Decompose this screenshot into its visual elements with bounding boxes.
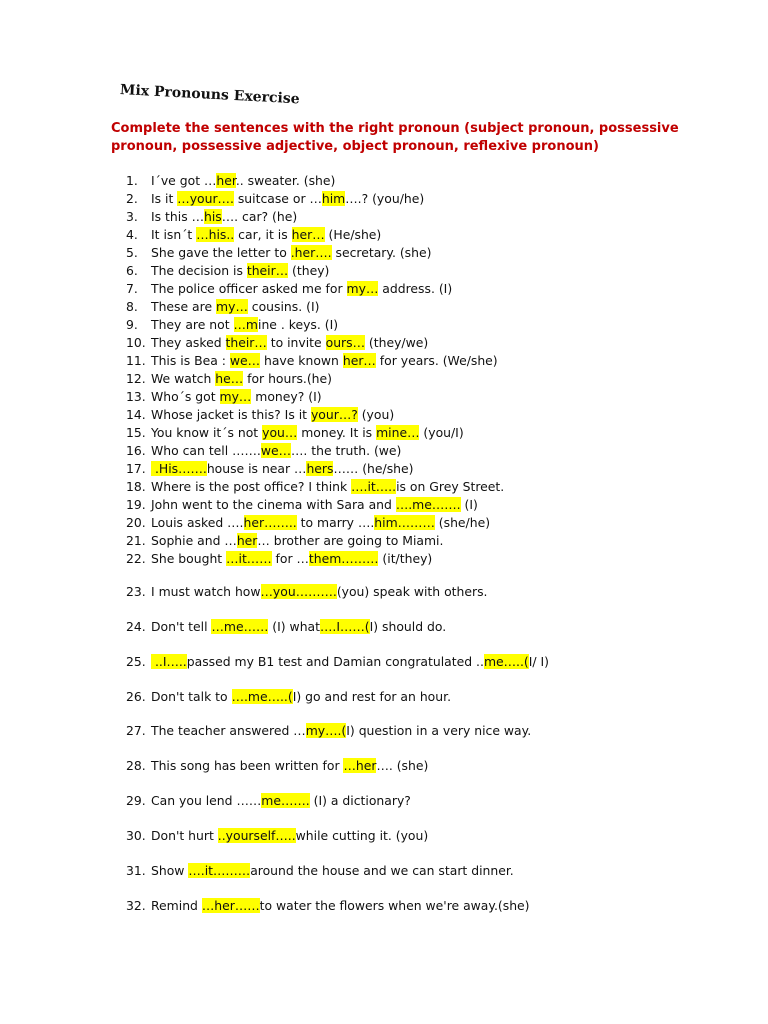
sentence-text: Don't talk to xyxy=(151,689,232,704)
sentence-text: .. sweater. (she) xyxy=(235,173,336,188)
sentence-text: Who´s got xyxy=(151,389,220,404)
item-number: 27. xyxy=(126,723,146,738)
answer-highlight: …your…. xyxy=(177,191,234,206)
sentence-text: …. (she) xyxy=(376,758,429,773)
item-number: 28. xyxy=(126,758,146,773)
item-number: 18. xyxy=(126,479,146,494)
sentence-text: Is this … xyxy=(151,209,204,224)
sentence-text: …. car? (he) xyxy=(221,209,298,224)
exercise-item xyxy=(126,406,394,424)
answer-highlight: …her xyxy=(343,758,377,773)
exercise-item xyxy=(126,190,424,208)
sentence-text: …… (he/she) xyxy=(333,461,414,476)
answer-highlight: …his.. xyxy=(196,227,235,242)
sentence-text: The decision is xyxy=(151,263,247,278)
item-number: 11. xyxy=(126,353,146,368)
sentence-text: You know it´s not xyxy=(151,425,263,440)
answer-highlight: ….me…..( xyxy=(231,689,293,704)
sentence-text: suitcase or … xyxy=(233,191,322,206)
answer-highlight: we… xyxy=(260,443,292,458)
sentence-text: Show xyxy=(151,863,189,878)
sentence-text: (you) xyxy=(357,407,395,422)
sentence-text: We watch xyxy=(151,371,216,386)
sentence-text: ine . keys. (I) xyxy=(258,317,339,332)
sentence-text: (you) speak with others. xyxy=(336,584,488,599)
sentence-text: address. (I) xyxy=(378,281,453,296)
sentence-text: for hours.(he) xyxy=(243,371,332,386)
sentence-text: to marry …. xyxy=(296,515,375,530)
item-number: 12. xyxy=(126,371,146,386)
answer-highlight: you… xyxy=(262,425,298,440)
answer-highlight: we… xyxy=(229,353,261,368)
sentence-text: secretary. (she) xyxy=(331,245,432,260)
item-number: 21. xyxy=(126,533,146,548)
sentence-text: These are xyxy=(151,299,217,314)
answer-highlight: her xyxy=(216,173,236,188)
sentence-text: money? (I) xyxy=(251,389,322,404)
exercise-item xyxy=(126,370,332,388)
item-number: 1. xyxy=(126,173,138,188)
sentence-text: Louis asked …. xyxy=(151,515,244,530)
sentence-text: She bought xyxy=(151,551,227,566)
answer-highlight: her… xyxy=(342,353,376,368)
exercise-item xyxy=(126,244,431,262)
sentence-text: (they/we) xyxy=(364,335,429,350)
answer-highlight: ….it……… xyxy=(188,863,251,878)
sentence-text: She gave the letter to xyxy=(151,245,291,260)
item-number: 16. xyxy=(126,443,146,458)
answer-highlight: hers xyxy=(306,461,334,476)
answer-highlight: his xyxy=(204,209,222,224)
sentence-text: Whose jacket is this? Is it xyxy=(151,407,311,422)
exercise-item xyxy=(126,862,514,880)
sentence-text: (I) a dictionary? xyxy=(309,793,411,808)
sentence-text: I) should do. xyxy=(369,619,447,634)
sentence-text: Can you lend …… xyxy=(151,793,262,808)
sentence-text: The teacher answered … xyxy=(151,723,306,738)
sentence-text: …. the truth. (we) xyxy=(291,443,402,458)
item-number: 24. xyxy=(126,619,146,634)
sentence-text: (it/they) xyxy=(378,551,433,566)
sentence-text: I/ I) xyxy=(528,654,549,669)
item-number: 6. xyxy=(126,263,138,278)
sentence-text: to water the flowers when we're away.(she) xyxy=(259,898,530,913)
exercise-item xyxy=(126,352,498,370)
answer-highlight: ….me……. xyxy=(395,497,461,512)
answer-highlight: …her…… xyxy=(201,898,260,913)
sentence-text: cousins. (I) xyxy=(247,299,320,314)
exercise-item xyxy=(126,550,432,568)
answer-highlight: him……… xyxy=(374,515,435,530)
sentence-text: Don't hurt xyxy=(151,828,218,843)
sentence-text: (He/she) xyxy=(324,227,382,242)
sentence-text: They are not xyxy=(151,317,234,332)
item-number: 29. xyxy=(126,793,146,808)
exercise-item xyxy=(126,722,531,740)
sentence-text: Who can tell ……. xyxy=(151,443,261,458)
exercise-item xyxy=(126,424,464,442)
answer-highlight: my….( xyxy=(305,723,347,738)
page-title: Mix Pronouns Exercise xyxy=(119,82,301,108)
sentence-text: (I) what xyxy=(268,619,320,634)
sentence-text: to invite xyxy=(266,335,326,350)
answer-highlight: her… xyxy=(291,227,325,242)
exercise-item xyxy=(126,496,478,514)
exercise-item xyxy=(126,316,338,334)
sentence-text: John went to the cinema with Sara and xyxy=(151,497,396,512)
exercise-item xyxy=(126,757,428,775)
sentence-text: … brother are going to Miami. xyxy=(257,533,444,548)
sentence-text: I must watch how xyxy=(151,584,261,599)
sentence-text: for years. (We/she) xyxy=(375,353,498,368)
item-number: 15. xyxy=(126,425,146,440)
item-number: 20. xyxy=(126,515,146,530)
sentence-text: for … xyxy=(271,551,309,566)
instructions-text: Complete the sentences with the right pronoun (subject pronoun, possessive pronoun, possessive adjective, object pronoun, reflexive pronoun) xyxy=(111,121,679,154)
answer-highlight: .her…. xyxy=(290,245,332,260)
item-number: 23. xyxy=(126,584,146,599)
item-number: 26. xyxy=(126,689,146,704)
sentence-text: Where is the post office? I think xyxy=(151,479,352,494)
item-number: 17. xyxy=(126,461,146,476)
sentence-text: ….? (you/he) xyxy=(345,191,425,206)
answer-highlight: mine… xyxy=(376,425,420,440)
sentence-text: The police officer asked me for xyxy=(151,281,347,296)
sentence-text: car, it is xyxy=(234,227,292,242)
exercise-item xyxy=(126,388,322,406)
exercise-item xyxy=(126,334,428,352)
sentence-text: Remind xyxy=(151,898,202,913)
item-number: 19. xyxy=(126,497,146,512)
answer-highlight: her xyxy=(236,533,258,548)
sentence-text: (you/I) xyxy=(419,425,464,440)
exercise-item xyxy=(126,172,335,190)
sentence-text: I) go and rest for an hour. xyxy=(292,689,452,704)
item-number: 22. xyxy=(126,551,146,566)
sentence-text: I) question in a very nice way. xyxy=(346,723,532,738)
item-number: 31. xyxy=(126,863,146,878)
sentence-text: passed my B1 test and Damian congratulated .. xyxy=(186,654,484,669)
sentence-text: This is Bea : xyxy=(151,353,230,368)
exercise-item xyxy=(126,618,446,636)
item-number: 5. xyxy=(126,245,138,260)
exercise-item xyxy=(126,208,297,226)
item-number: 8. xyxy=(126,299,138,314)
item-number: 32. xyxy=(126,898,146,913)
item-number: 9. xyxy=(126,317,138,332)
sentence-text: They asked xyxy=(151,335,226,350)
sentence-text: is on Grey Street. xyxy=(396,479,505,494)
answer-highlight: ..I….. xyxy=(151,654,187,669)
sentence-text: I´ve got … xyxy=(151,173,217,188)
answer-highlight: me…..( xyxy=(483,654,529,669)
answer-highlight: my… xyxy=(216,299,248,314)
item-number: 2. xyxy=(126,191,138,206)
item-number: 10. xyxy=(126,335,146,350)
answer-highlight: my… xyxy=(346,281,379,296)
item-number: 7. xyxy=(126,281,138,296)
sentence-text: while cutting it. (you) xyxy=(295,828,429,843)
exercise-item xyxy=(126,298,319,316)
exercise-item xyxy=(126,478,504,496)
exercise-item xyxy=(126,442,401,460)
sentence-text: (they) xyxy=(288,263,330,278)
answer-highlight: …you………. xyxy=(260,584,337,599)
answer-highlight: my… xyxy=(219,389,252,404)
answer-highlight: me……. xyxy=(261,793,310,808)
answer-highlight: their… xyxy=(225,335,267,350)
item-number: 3. xyxy=(126,209,138,224)
exercise-item xyxy=(126,653,549,671)
exercise-item xyxy=(126,280,452,298)
exercise-item xyxy=(126,897,530,915)
sentence-text: house is near … xyxy=(206,461,307,476)
sentence-text: money. It is xyxy=(297,425,377,440)
sentence-text: It isn´t xyxy=(151,227,197,242)
exercise-item xyxy=(126,532,443,550)
item-number: 30. xyxy=(126,828,146,843)
sentence-text: (I) xyxy=(460,497,478,512)
sentence-text: (she/he) xyxy=(434,515,491,530)
item-number: 4. xyxy=(126,227,138,242)
item-number: 14. xyxy=(126,407,146,422)
answer-highlight: .His……. xyxy=(151,461,207,476)
answer-highlight: their… xyxy=(246,263,289,278)
answer-highlight: your…? xyxy=(310,407,358,422)
answer-highlight: ….I……( xyxy=(320,619,370,634)
sentence-text: Is it xyxy=(151,191,178,206)
answer-highlight: …m xyxy=(233,317,258,332)
sentence-text: around the house and we can start dinner. xyxy=(250,863,514,878)
exercise-item xyxy=(126,226,381,244)
answer-highlight: ….it….. xyxy=(351,479,397,494)
answer-highlight: ..yourself….. xyxy=(217,828,296,843)
answer-highlight: ours… xyxy=(325,335,365,350)
answer-highlight: …me…… xyxy=(211,619,269,634)
sentence-text: have known xyxy=(260,353,343,368)
sentence-text: Don't tell xyxy=(151,619,212,634)
exercise-item xyxy=(126,583,487,601)
answer-highlight: her…….. xyxy=(243,515,297,530)
item-number: 13. xyxy=(126,389,146,404)
answer-highlight: he… xyxy=(215,371,244,386)
sentence-text: Sophie and … xyxy=(151,533,237,548)
answer-highlight: him xyxy=(321,191,346,206)
exercise-item xyxy=(126,827,428,845)
exercise-item xyxy=(126,688,451,706)
item-number: 25. xyxy=(126,654,146,669)
exercise-item xyxy=(126,262,329,280)
exercise-item xyxy=(126,514,490,532)
exercise-item xyxy=(126,460,413,478)
answer-highlight: …it…… xyxy=(226,551,272,566)
exercise-item xyxy=(126,792,411,810)
sentence-text: This song has been written for xyxy=(151,758,344,773)
answer-highlight: them……… xyxy=(308,551,379,566)
